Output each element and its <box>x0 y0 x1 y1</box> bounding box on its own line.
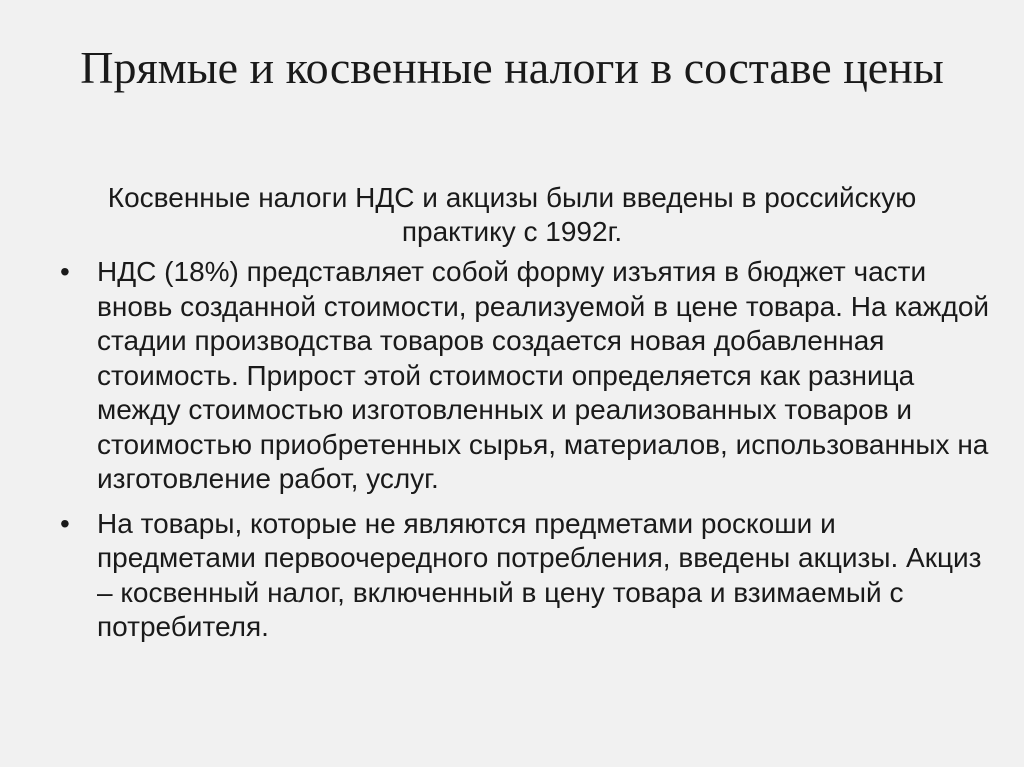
bullet-list <box>0 255 1024 655</box>
bullet-dot-icon: • <box>60 256 70 287</box>
bullet-text-vat: НДС (18%) представляет собой форму изъятия в бюджет части вновь созданной стоимости, реализуемой в цене товара. На каждой стадии производства товаров создается новая добавленная стоимость. Прирост этой стоимости определяется как разница между стоимостью изготовленных и реализованных товаров и стоимостью приобретенных сырья, материалов, использованных на изготовление работ, услуг. <box>97 256 990 494</box>
bullet-item-excise <box>0 507 1024 645</box>
bullet-dot-icon: • <box>60 507 70 539</box>
slide-title: Прямые и косвенные налоги в составе цены <box>80 42 944 93</box>
bullet-item-vat <box>0 255 1024 497</box>
bullet-text-excise: На товары, которые не являются предметами роскоши и предметами первоочередного потребления, введены акцизы. Акциз – косвенный налог, включенный в цену товара и взимаемый с потребителя. <box>97 507 982 642</box>
slide-subtitle: Косвенные налоги НДС и акцизы были введены в российскую практику с 1992г. <box>107 182 917 247</box>
